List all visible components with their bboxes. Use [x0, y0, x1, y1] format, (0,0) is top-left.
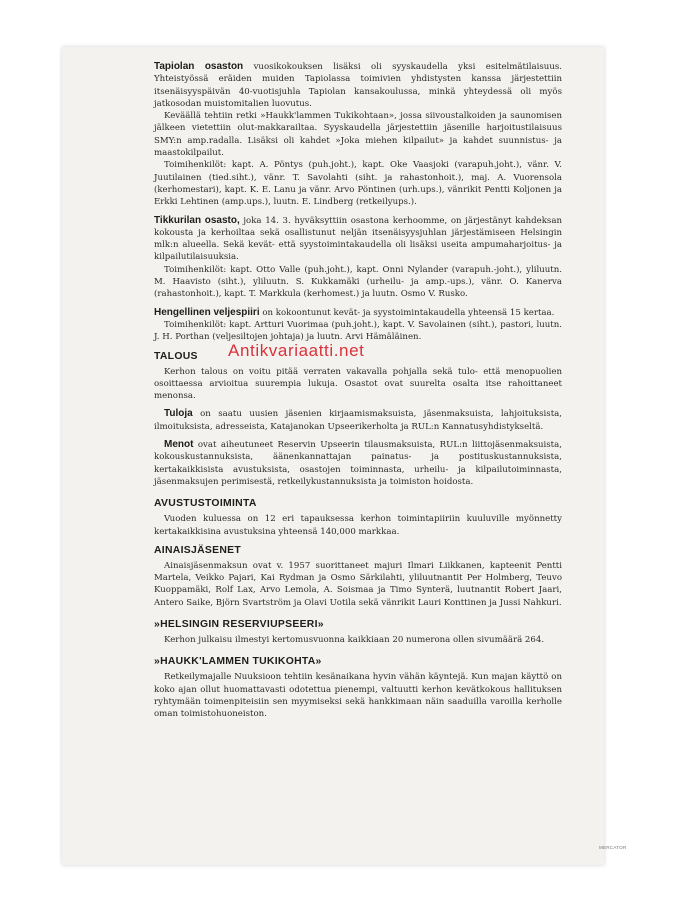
text-tuloja: on saatu uusien jäsenien kirjaamismaksuista, jäsenmaksuista, lahjoituksista, ilmoituksista, adresseista, Katajanokan Upseerikerholta ja RUL:n Kannatusyhdistykseltä.	[154, 409, 562, 432]
paragraph-tapiola-2: Keväällä tehtiin retki »Haukk'lammen Tukikohtaan», jossa siivoustalkoiden ja saunomisen jälkeen vietettiin olut-makkarailtaa. Syyskaudella järjestettiin jäsenille harjoitustilaisuus SMY:n amp.radalla. Lisäksi oli kahdet »Joka miehen kilpailut» ja kahdet suunnistus- ja maastokilpailut.	[154, 111, 562, 159]
paragraph-tikkurila	[154, 215, 562, 264]
paragraph-helsingin-reserviupseeri: Kerhon julkaisu ilmestyi kertomusvuonna kaikkiaan 20 numerona ollen sivumäärä 264.	[164, 634, 545, 645]
paragraph-veljespiiri	[154, 307, 562, 319]
lead-tikkurila: Tikkurilan osasto,	[154, 214, 240, 226]
paragraph-tikkurila-2: Toimihenkilöt: kapt. Otto Valle (puh.joht.), kapt. Onni Nylander (varapuh.-joht.), yliluutn. M. Haavisto (siht.), yliluutn. S. Kukkamäki (urheilu- ja amp.-ups.), vänr. O. Kanerva (rahastonhoit.), kapt. T. Markkula (kerhomest.) ja luutn. Osmo V. Rusko.	[154, 264, 562, 300]
watermark-logo: Antikvariaatti.net	[228, 341, 365, 360]
lead-tapiola: Tapiolan osaston	[154, 61, 244, 72]
paragraph-haukk-lammen-tukikohta: Retkeilymajalle Nuuksioon tehtiin kesänaikana hyvin vähän käyntejä. Kun majan käyttö on koko ajan ollut huomattavasti odotettua pienempi, valtuutti kerhon kevätkokous hallituksen ryhtymään toimenpiteisiin sen myymiseksi sekä hankkimaan näin saaduilla varoilla kerholle oman toimistohuoneiston.	[154, 672, 562, 720]
paragraph-tapiola-3: Toimihenkilöt: kapt. A. Pöntys (puh.joht.), kapt. Oke Vaasjoki (varapuh.joht.), vänr. V. Juutilainen (tied.siht.), vänr. T. Savolahti (siht. ja rahastonhoit.), maj. A. Vuorensola (kerhomestari), kapt. K. E. Lanu ja vänr. Arvo Pöntinen (urh.ups.), vänrikit Pentti Koljonen ja Erkki Lehtinen (amp.ups.), luutn. E. Lindberg (retkeilyups.).	[154, 160, 562, 208]
paragraph-veljespiiri-2: Toimihenkilöt: kapt. Artturi Vuorimaa (puh.joht.), kapt. V. Savolainen (siht.), pastori, luutn. J. H. Porthan (veljesiltojen johtaja) ja luutn. Arvi Hämäläinen.	[154, 319, 562, 343]
heading-avustustoiminta: AVUSTUSTOIMINTA	[154, 498, 257, 510]
text-menot: ovat aiheutuneet Reservin Upseerin tilausmaksuista, RUL:n liittojäsenmaksuista, kokouskustannuksista, äänenkannattajan painatus- ja postituskustannuksista, kertakaikkisista avustuksista, osastojen toiminnasta, urheilu- ja kilpailutoiminnasta, jäsenmaksujen perimisestä, retkeilykustannuksista ja toimiston hoidosta.	[154, 440, 562, 487]
lead-veljespiiri: Hengellinen veljespiiri	[154, 306, 260, 318]
document-page	[62, 47, 627, 865]
paragraph-tapiola	[154, 61, 562, 110]
paragraph-talous: Kerhon talous on voitu pitää verraten vakavalla pohjalla sekä tulo- että menopuolien osoittaessa arvioitua suurempia lukuja. Osastot ovat suurelta osalta itse rahoittaneet menonsa.	[154, 366, 562, 402]
text-veljespiiri: on kokoontunut kevät- ja syystoimintakaudella yhteensä 15 kertaa.	[262, 307, 555, 318]
lead-menot: Menot	[164, 439, 194, 451]
lead-tuloja: Tuloja	[164, 408, 193, 420]
heading-helsingin-reserviupseeri: »HELSINGIN RESERVIUPSEERI»	[154, 618, 324, 630]
document-body	[154, 61, 562, 720]
paragraph-menot	[154, 439, 562, 488]
paragraph-ainaisjasenet: Ainaisjäsenmaksun ovat v. 1957 suorittaneet majuri Ilmari Liikkanen, kapteenit Pentti Martela, Veikko Pajari, Kai Rydman ja Osmo Särkilahti, yliluutnantit Per Holmberg, Teuvo Kuoppamäki, Rolf Lax, Arvo Lemola, A. Soismaa ja Timo Synterä, luutnantit Robert Jaari, Antero Saike, Björn Svartström ja Olavi Uotila sekä vänrikit Lauri Konttinen ja Jussi Nahkuri.	[154, 560, 562, 608]
paragraph-avustustoiminta: Vuoden kuluessa on 12 eri tapauksessa kerhon toimintapiiriin kuuluville myönnetty kertakaikkisina avustuksina yhteensä 140,000 markkaa.	[154, 514, 562, 537]
heading-talous: TALOUS	[154, 350, 198, 362]
heading-ainaisjasenet: AINAISJÄSENET	[154, 544, 242, 556]
text-tikkurila: joka 14. 3. hyväksyttiin osastona kerhoomme, on järjestänyt kahdeksan kokousta ja kerhoiltaa sekä osallistunut neljän itsenäisyysjuhlan järjestämiseen Helsingin mlk:n alueella. Sekä kevät- että syystoimintakaudella oli lisäksi useita ampumaharjoitus- ja kilpailutilaisuuksia.	[154, 215, 563, 263]
printer-mark: MERCATOR	[599, 845, 627, 850]
heading-haukk-lammen-tukikohta: »HAUKK'LAMMEN TUKIKOHTA»	[154, 656, 322, 668]
paragraph-tuloja	[154, 408, 562, 433]
text-tapiola: vuosikokouksen lisäksi oli syyskaudella yksi esitelmätilaisuus. Yhteistyössä eräiden muiden Tapiolassa toimivien yhdistysten kanssa järjestettiin itsenäisyyspäivän 40-vuotisjuhla Tapiolan kansakoulussa, minkä yhteydessä oli myös jatkosodan muistomitalien luovutus.	[154, 62, 562, 109]
